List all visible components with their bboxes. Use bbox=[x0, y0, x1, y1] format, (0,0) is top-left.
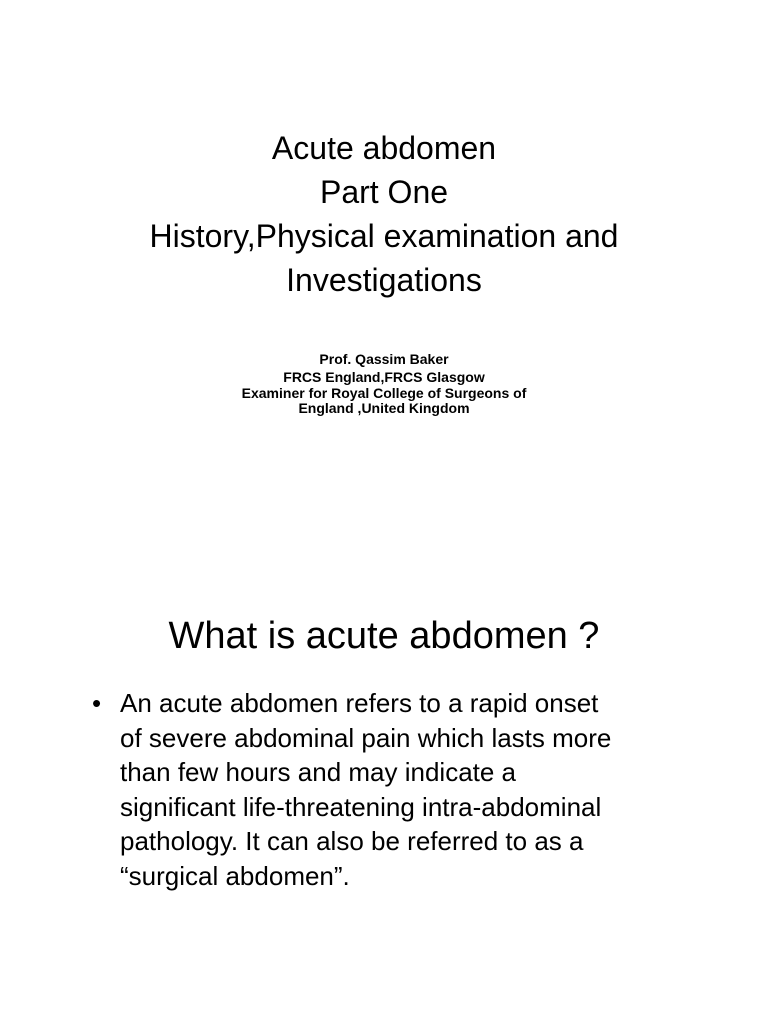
author-name: Prof. Qassim Baker bbox=[319, 351, 449, 367]
title-line: Investigations bbox=[286, 262, 482, 298]
bullet-text-line: than few hours and may indicate a bbox=[120, 757, 517, 787]
bullet-list bbox=[92, 686, 692, 893]
slide-title bbox=[0, 126, 768, 302]
list-item bbox=[92, 686, 692, 893]
title-line: Part One bbox=[319, 174, 449, 210]
title-line: History,Physical examination and bbox=[149, 218, 619, 254]
bullet-text-line: An acute abdomen refers to a rapid onset bbox=[120, 688, 599, 718]
bullet-text-line: significant life-threatening intra-abdominal bbox=[120, 791, 602, 822]
author-role: Examiner for Royal College of Surgeons of bbox=[241, 385, 527, 401]
slide-2 bbox=[0, 512, 768, 1024]
bullet-icon: • bbox=[92, 688, 102, 718]
title-line: Acute abdomen bbox=[271, 130, 497, 166]
slide-heading: What is acute abdomen ? bbox=[168, 615, 600, 657]
bullet-text-line: “surgical abdomen”. bbox=[120, 860, 350, 891]
author-info bbox=[0, 350, 768, 416]
author-role: England ,United Kingdom bbox=[298, 400, 470, 416]
bullet-text-line: pathology. It can also be referred to as a bbox=[120, 826, 584, 856]
bullet-text-line: of severe abdominal pain which lasts more bbox=[120, 722, 612, 753]
author-credentials: FRCS England,FRCS Glasgow bbox=[283, 369, 485, 385]
